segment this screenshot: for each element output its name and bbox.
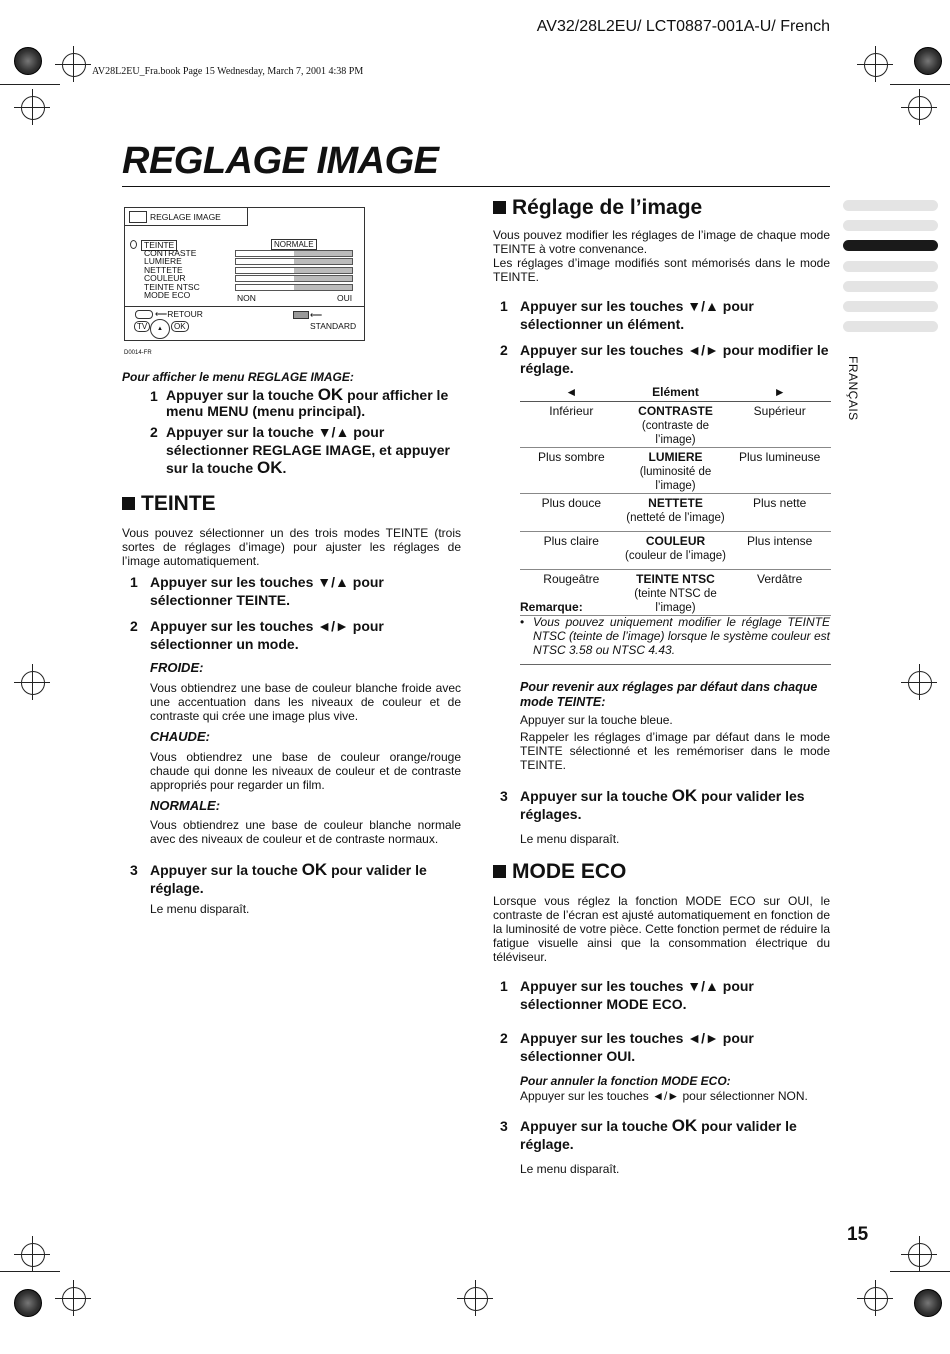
section-tab — [843, 200, 938, 211]
osd-mode-value: NORMALE — [271, 239, 317, 250]
table-cell-lower: Plus douce — [520, 494, 623, 532]
reglage-intro-1: Vous pouvez modifier les réglages de l’image de chaque mode TEINTE à votre convenance. — [493, 228, 830, 256]
book-info-line: AV28L2EU_Fra.book Page 15 Wednesday, March 7, 2001 4:38 PM — [92, 66, 364, 77]
section-tab — [843, 261, 938, 272]
registration-rosette-icon — [914, 1289, 942, 1317]
osd-back-text: RETOUR — [167, 309, 203, 319]
eco-cancel-heading: Pour annuler la fonction MODE ECO: — [520, 1074, 731, 1088]
eco-step-3: Appuyer sur la touche OK pour valider le réglage. — [520, 1116, 797, 1152]
title-rule — [122, 186, 830, 187]
reglage-step-2: Appuyer sur les touches ◄/► pour modifier le réglage. — [520, 342, 829, 376]
remark-title: Remarque: — [520, 600, 583, 614]
registration-rosette-icon — [14, 47, 42, 75]
tv-button-icon: TV — [134, 321, 150, 332]
crop-mark-icon — [908, 96, 932, 120]
section-heading-teinte: TEINTE — [122, 492, 216, 516]
step-number: 3 — [500, 788, 508, 804]
table-cell-item: COULEUR (couleur de l’image) — [623, 532, 729, 570]
reglage-step-1: Appuyer sur les touches ▼/▲ pour sélectionner un élément. — [520, 298, 754, 332]
ok-key-icon: OK — [301, 860, 328, 879]
table-header-item: Elément — [623, 378, 729, 402]
section-tab — [843, 220, 938, 231]
teinte-step-3-note: Le menu disparaît. — [150, 902, 250, 916]
step-number: 2 — [500, 342, 508, 358]
language-side-label: FRANÇAIS — [846, 356, 860, 421]
mode-desc: Vous obtiendrez une base de couleur blanche froide avec une accentuation dans les niveaux de couleur et de contraste qui crée une image plus vive. — [150, 681, 461, 723]
table-cell-higher: Plus lumineuse — [728, 448, 831, 494]
ok-key-icon: OK — [317, 385, 344, 404]
default-heading: Pour revenir aux réglages par défaut dans chaque mode TEINTE: — [520, 680, 818, 709]
ok-key-icon: OK — [671, 786, 698, 805]
crop-mark-icon — [21, 96, 45, 120]
section-tab — [843, 281, 938, 292]
table-cell-item: NETTETE (netteté de l’image) — [623, 494, 729, 532]
show-step-2: Appuyer sur la touche ▼/▲ pour sélectionner REGLAGE IMAGE, et appuyer sur la touche OK. — [166, 424, 450, 477]
mode-desc: Vous obtiendrez une base de couleur blanche normale avec des niveaux de couleur et de contraste normaux. — [150, 818, 461, 846]
section-square-icon — [122, 497, 135, 510]
page-number: 15 — [847, 1224, 869, 1245]
osd-divider — [125, 306, 364, 307]
table-cell-item: CONTRASTE (contraste de l’image) — [623, 402, 729, 448]
step-number: 2 — [130, 618, 138, 634]
step-number: 3 — [500, 1118, 508, 1134]
show-menu-heading: Pour afficher le menu REGLAGE IMAGE: — [122, 370, 354, 384]
crop-mark-icon — [464, 1287, 488, 1311]
ok-button-icon: OK — [171, 321, 189, 332]
mode-name: FROIDE: — [150, 660, 204, 675]
table-cell-lower: Inférieur — [520, 402, 623, 448]
table-row — [520, 402, 831, 448]
step-number: 1 — [500, 298, 508, 314]
osd-level-bar — [235, 258, 353, 265]
table-row — [520, 532, 831, 570]
section-heading-reglage: Réglage de l’image — [493, 196, 702, 220]
table-row — [520, 494, 831, 532]
default-text-2: Rappeler les réglages d’image par défaut dans le mode TEINTE sélectionné et les remémoriser dans le mode TEINTE. — [520, 730, 830, 772]
show-step-1: Appuyer sur la touche OK pour afficher le menu MENU (menu principal). — [166, 385, 449, 419]
crop-line — [890, 1271, 950, 1272]
default-text-1: Appuyer sur la touche bleue. — [520, 713, 673, 727]
crop-mark-icon — [62, 53, 86, 77]
crop-mark-icon — [908, 1243, 932, 1267]
section-heading-mode-eco: MODE ECO — [493, 860, 626, 884]
eco-step-1: Appuyer sur les touches ▼/▲ pour sélectionner MODE ECO. — [520, 978, 754, 1012]
osd-item: NETTETE — [144, 265, 183, 275]
eco-cancel-text: Appuyer sur les touches ◄/► pour sélectionner NON. — [520, 1089, 808, 1103]
step-number: 1 — [500, 978, 508, 994]
osd-tab-label: REGLAGE IMAGE — [150, 212, 221, 222]
step-number: 2 — [500, 1030, 508, 1046]
osd-tab — [125, 208, 248, 226]
registration-rosette-icon — [14, 1289, 42, 1317]
teinte-step-1: Appuyer sur les touches ▼/▲ pour sélectionner TEINTE. — [150, 574, 384, 608]
eco-step-3-note: Le menu disparaît. — [520, 1162, 620, 1176]
table-header-row — [520, 378, 831, 402]
osd-item: MODE ECO — [144, 290, 191, 300]
reglage-step-3: Appuyer sur la touche OK pour valider les réglages. — [520, 786, 805, 822]
table-cell-lower: Plus sombre — [520, 448, 623, 494]
crop-line — [890, 84, 950, 85]
step-number: 1 — [150, 388, 158, 404]
crop-line — [0, 1271, 60, 1272]
section-square-icon — [493, 865, 506, 878]
table-cell-higher: Plus nette — [728, 494, 831, 532]
ok-key-icon: OK — [671, 1116, 698, 1135]
remark-bullet: • — [520, 615, 525, 629]
table-cell-higher: Supérieur — [728, 402, 831, 448]
reglage-intro-2: Les réglages d’image modifiés sont mémorisés dans le mode TEINTE. — [493, 256, 830, 284]
table-cell-item: TEINTE NTSC (teinte NTSC de l’image) — [623, 570, 729, 616]
step-number: 2 — [150, 424, 158, 440]
osd-level-bar — [235, 250, 353, 257]
step-number: 1 — [130, 574, 138, 590]
osd-eco-off: NON — [237, 293, 256, 303]
section-tab — [843, 321, 938, 332]
teinte-intro: Vous pouvez sélectionner un des trois modes TEINTE (trois sortes de réglages d’image) pour ajuster les réglages de l’image automatiquement. — [122, 526, 461, 568]
blue-button-icon — [293, 311, 309, 319]
section-tab-active — [843, 240, 938, 251]
page-title: REGLAGE IMAGE — [122, 140, 439, 182]
table-cell-item: LUMIERE (luminosité de l’image) — [623, 448, 729, 494]
crop-mark-icon — [62, 1287, 86, 1311]
mode-desc: Vous obtiendrez une base de couleur orange/rouge chaude qui donne les niveaux de couleur et de contraste appropriés pour regarder un film. — [150, 750, 461, 792]
teinte-step-2: Appuyer sur les touches ◄/► pour sélectionner un mode. — [150, 618, 384, 652]
table-cell-higher: Plus intense — [728, 532, 831, 570]
teinte-step-3: Appuyer sur la touche OK pour valider le réglage. — [150, 860, 427, 896]
table-cell-higher: Verdâtre — [728, 570, 831, 616]
direction-pad-icon: ▲ — [150, 319, 170, 339]
osd-standard-text: STANDARD — [310, 321, 357, 331]
osd-standard-label: ⟵ STANDARD — [310, 310, 357, 331]
mode-name: NORMALE: — [150, 798, 221, 813]
remark-rule — [520, 664, 831, 665]
mode-name: CHAUDE: — [150, 729, 210, 744]
ok-key-icon: OK — [257, 458, 283, 477]
osd-item: CONTRASTE — [144, 248, 197, 258]
crop-mark-icon — [21, 671, 45, 695]
info-button-icon — [135, 310, 153, 319]
picture-menu-icon — [129, 211, 147, 223]
eco-intro: Lorsque vous réglez la fonction MODE ECO sur OUI, le contraste de l’écran est ajusté automatiquement en fonction de la luminosité de votre pièce. Cette fonction permet de réduire la fatigue visuelle ainsi que la consommation électrique du téléviseur. — [493, 894, 830, 964]
osd-back-label: ⟵RETOUR — [155, 309, 203, 319]
table-cell-lower: Plus claire — [520, 532, 623, 570]
step-number: 3 — [130, 862, 138, 878]
table-row — [520, 448, 831, 494]
crop-mark-icon — [908, 671, 932, 695]
section-square-icon — [493, 201, 506, 214]
osd-item: LUMIERE — [144, 256, 182, 266]
eco-step-2: Appuyer sur les touches ◄/► pour sélectionner OUI. — [520, 1030, 754, 1064]
remark-text: Vous pouvez uniquement modifier le réglage TEINTE NTSC (teinte de l’image) lorsque le système couleur est NTSC 3.58 ou NTSC 4.43. — [533, 615, 830, 657]
crop-line — [0, 84, 60, 85]
osd-cursor-icon — [130, 240, 137, 249]
crop-mark-icon — [864, 1287, 888, 1311]
model-header: AV32/28L2EU/ LCT0887-001A-U/ French — [536, 18, 830, 35]
osd-menu-illustration — [124, 207, 365, 341]
table-header-right: ► — [728, 378, 831, 402]
adjustment-table — [520, 378, 831, 616]
table-cell-lower: Rougeâtre — [520, 570, 623, 616]
figure-code: D0014-FR — [124, 350, 152, 356]
crop-mark-icon — [21, 1243, 45, 1267]
osd-item: TEINTE — [141, 240, 177, 251]
registration-rosette-icon — [914, 47, 942, 75]
osd-level-bar — [235, 275, 353, 282]
reglage-step-3-note: Le menu disparaît. — [520, 832, 620, 846]
osd-level-bar — [235, 284, 353, 291]
osd-item: COULEUR — [144, 273, 186, 283]
osd-level-bar — [235, 267, 353, 274]
table-header-left: ◄ — [520, 378, 623, 402]
osd-item: TEINTE NTSC — [144, 282, 200, 292]
section-tab — [843, 301, 938, 312]
osd-eco-on: OUI — [337, 293, 353, 303]
crop-mark-icon — [864, 53, 888, 77]
